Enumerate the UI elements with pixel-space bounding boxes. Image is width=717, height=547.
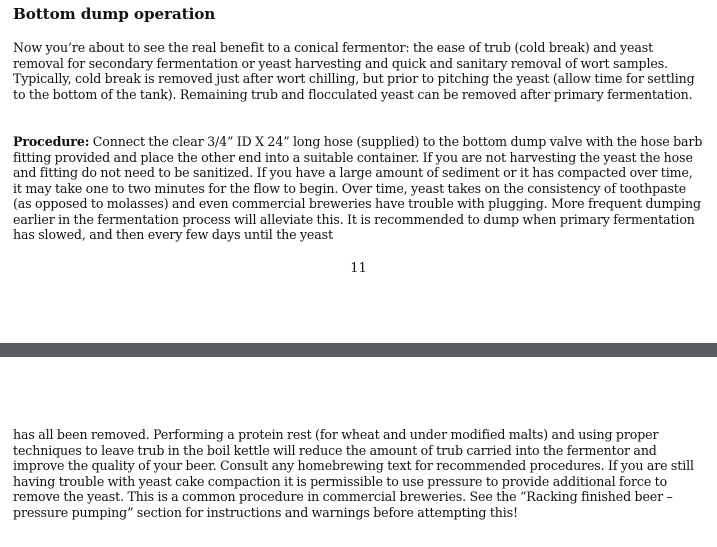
- page-separator: [0, 343, 717, 357]
- procedure-paragraph: [13, 134, 705, 243]
- page-number: 11: [350, 261, 367, 276]
- section-heading: Bottom dump operation: [13, 5, 216, 23]
- intro-paragraph: Now you’re about to see the real benefit to a conical fermentor: the ease of trub (cold break) and yeast removal for secondary fermentation or yeast harvesting and quick and sanitary removal of wort samples. Typically, cold break is removed just after wort chilling, but prior to pitching the yeast (allow time for settling to the bottom of the tank). Remaining trub and flocculated yeast can be removed after primary fermentation.: [13, 40, 695, 102]
- procedure-label: Procedure:: [13, 134, 90, 149]
- continuation-paragraph: has all been removed. Performing a protein rest (for wheat and under modified malts) and using proper techniques to leave trub in the boil kettle will reduce the amount of trub carried into the fermentor and improve the quality of your beer. Consult any homebrewing text for recommended procedures. If you are still having trouble with yeast cake compaction it is permissible to use pressure to provide additional force to remove the yeast. This is a common procedure in commercial breweries. See the “Racking finished beer – pressure pumping” section for instructions and warnings before attempting this!: [13, 427, 694, 520]
- procedure-text: Connect the clear 3/4” ID X 24” long hose (supplied) to the bottom dump valve with the hose barb fitting provided and place the other end into a suitable container. If you are not harvesting the yeast the hose and fitting do not need to be sanitized. If you have a large amount of sediment or it has compacted over time, it may take one to two minutes for the flow to begin. Over time, yeast takes on the consistency of toothpaste (as opposed to molasses) and even commercial breweries have trouble with plugging. More frequent dumping earlier in the fermentation process will alleviate this. It is recommended to dump when primary fermentation has slowed, and then every few days until the yeast: [13, 134, 703, 242]
